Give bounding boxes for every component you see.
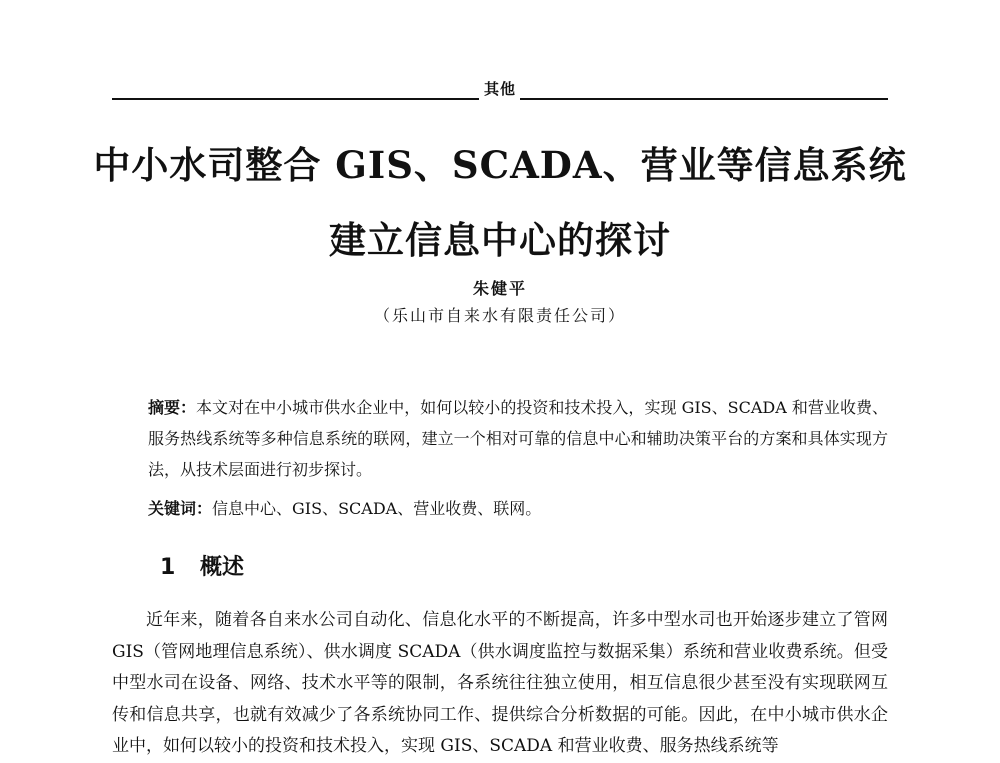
header-rule-left [112, 98, 479, 100]
paper-title-line-2: 建立信息中心的探讨 [329, 218, 671, 262]
running-header: 其他 [483, 80, 516, 98]
paper-title-line-1: 中小水司整合 GIS、SCADA、营业等信息系统 [93, 143, 907, 187]
section-heading [160, 550, 244, 581]
keywords-text: 信息中心、GIS、SCADA、营业收费、联网。 [212, 499, 542, 518]
abstract-text: 本文对在中小城市供水企业中，如何以较小的投资和技术投入，实现 GIS、SCADA 和营业收费、服务热线系统等多种信息系统的联网，建立一个相对可靠的信息中心和辅助决策平台的方案和具体实现方法，从技术层面进行初步探讨。 [148, 398, 888, 479]
keywords-label: 关键词： [148, 499, 213, 518]
keywords [148, 496, 888, 519]
author-name: 朱健平 [472, 279, 527, 298]
body-paragraph: 近年来，随着各自来水公司自动化、信息化水平的不断提高，许多中型水司也开始逐步建立了管网 GIS（管网地理信息系统）、供水调度 SCADA（供水调度监控与数据采集）系统和营业收费系统。但受中型水司在设备、网络、技术水平等的限制，各系统往往独立使用，相互信息很少甚至没有实现联网互传和信息共享，也就有效减少了各系统协同工作、提供综合分析数据的可能。因此，在中小城市供水企业中，如何以较小的投资和技术投入，实现 GIS、SCADA 和营业收费、服务热线系统等 [112, 610, 888, 756]
abstract [148, 392, 888, 485]
section-title: 概述 [200, 555, 245, 580]
abstract-label: 摘要： [148, 398, 197, 417]
header-rule-right [520, 98, 888, 100]
section-number: 1 [160, 555, 176, 580]
author-affiliation: （乐山市自来水有限责任公司） [373, 306, 626, 325]
